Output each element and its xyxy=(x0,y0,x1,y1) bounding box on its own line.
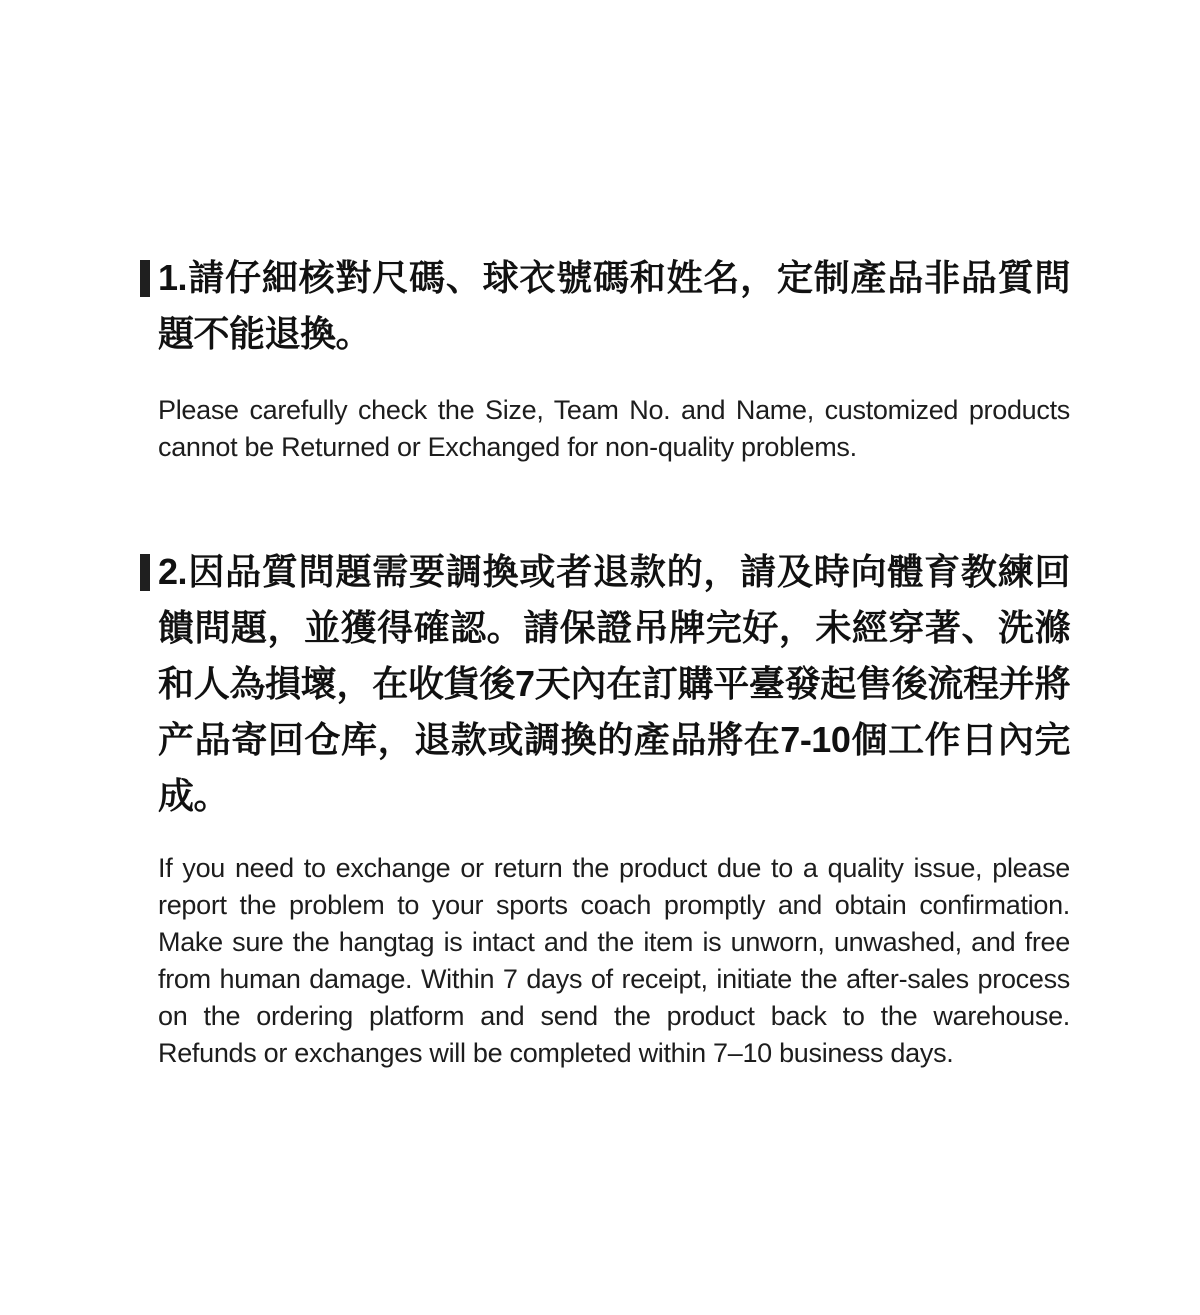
policy-heading-zh-1 xyxy=(140,250,1070,362)
accent-bar xyxy=(140,554,150,591)
policy-body-en-1: Please carefully check the Size, Team No. and Name, customized products cannot be Returned or Exchanged for non-quality problems. xyxy=(158,395,1070,462)
policy-section-2 xyxy=(140,544,1070,1072)
policy-heading-text-1: 1.請仔細核對尺碼、球衣號碼和姓名，定制產品非品質問題不能退換。 xyxy=(158,257,1070,354)
policy-body-en-2: If you need to exchange or return the product due to a quality issue, please report the problem to your sports coach promptly and obtain confirmation. Make sure the hangtag is intact and the item is unworn, unwashed, and free from human damage. Within 7 days of receipt, initiate the after-sales process on the ordering platform and send the product back to the warehouse. Refunds or exchanges will be completed within 7–10 business days. xyxy=(158,853,1070,1068)
policy-heading-text-2: 2.因品質問題需要調換或者退款的，請及時向體育教練回饋問題，並獲得確認。請保證吊牌完好，未經穿著、洗滌和人為損壞，在收貨後7天內在訂購平臺發起售後流程并將产品寄回仓库，退款或調換的產品將在7-10個工作日內完成。 xyxy=(158,551,1070,816)
accent-bar xyxy=(140,260,150,297)
policy-heading-zh-2 xyxy=(140,544,1070,824)
policy-section-1 xyxy=(140,250,1070,466)
